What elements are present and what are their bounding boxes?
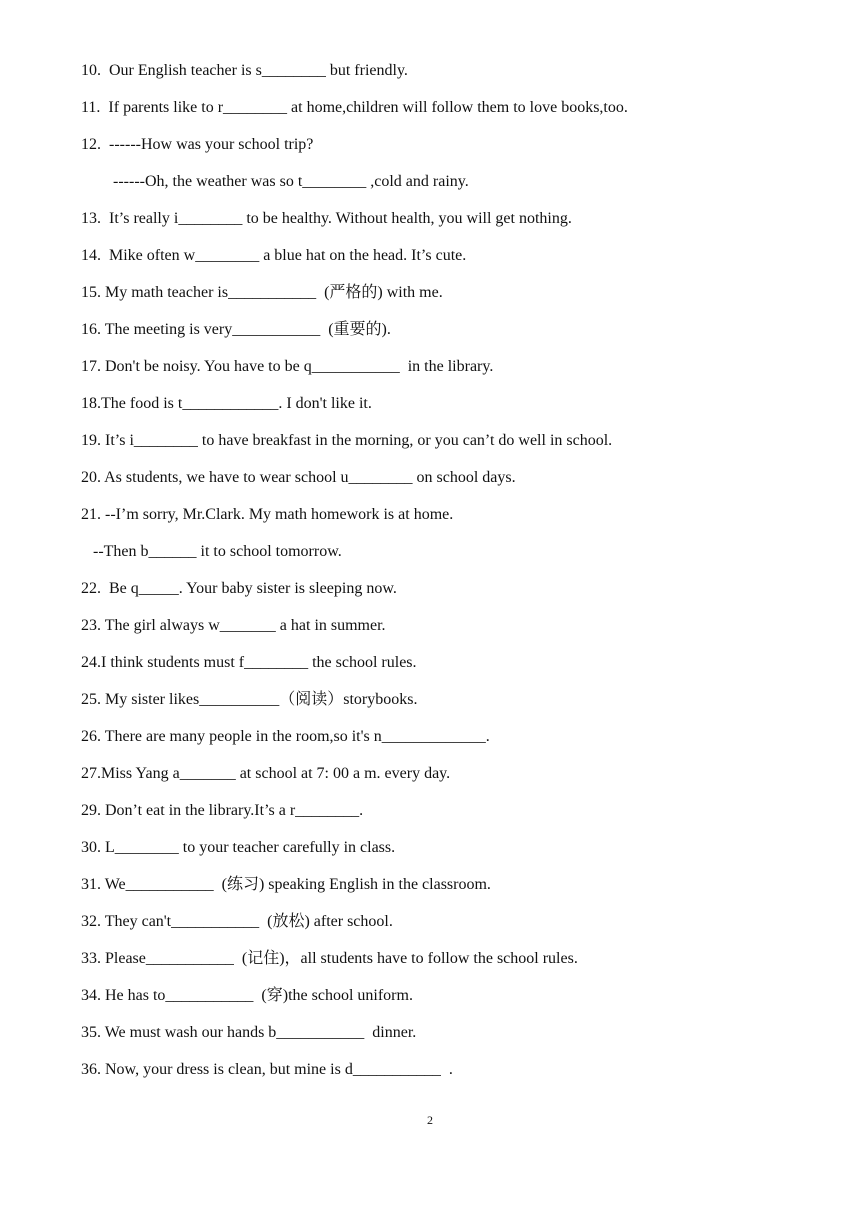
exercise-line-12-answer: ------Oh, the weather was so t________ ,cold and rainy.: [81, 173, 469, 190]
exercise-line-35: 35. We must wash our hands b___________ dinner.: [81, 1024, 417, 1041]
exercise-line-17: 17. Don't be noisy. You have to be q___________ in the library.: [81, 358, 494, 375]
exercise-line-31: 31. We___________ (练习) speaking English in the classroom.: [81, 876, 491, 893]
exercise-line-15: 15. My math teacher is___________ (严格的) with me.: [81, 284, 443, 301]
exercise-line-12-question: 12. ------How was your school trip?: [81, 136, 314, 153]
exercise-list: [81, 59, 781, 1095]
exercise-line-24: 24.I think students must f________ the school rules.: [81, 654, 417, 671]
exercise-line-22: 22. Be q_____. Your baby sister is sleeping now.: [81, 580, 397, 597]
exercise-line-11: 11. If parents like to r________ at home,children will follow them to love books,too.: [81, 99, 628, 116]
exercise-line-21-question: 21. --I’m sorry, Mr.Clark. My math homework is at home.: [81, 506, 454, 523]
exercise-line-25: 25. My sister likes__________（阅读）storybooks.: [81, 691, 418, 708]
exercise-line-27: 27.Miss Yang a_______ at school at 7: 00 a m. every day.: [81, 765, 451, 782]
exercise-line-36: 36. Now, your dress is clean, but mine is d___________ .: [81, 1061, 453, 1078]
exercise-line-19: 19. It’s i________ to have breakfast in the morning, or you can’t do well in school.: [81, 432, 613, 449]
exercise-line-16: 16. The meeting is very___________ (重要的).: [81, 321, 391, 338]
exercise-line-29: 29. Don’t eat in the library.It’s a r________.: [81, 802, 364, 819]
exercise-line-18: 18.The food is t____________. I don't like it.: [81, 395, 372, 412]
page-number: 2: [427, 1113, 433, 1127]
exercise-line-26: 26. There are many people in the room,so it's n_____________.: [81, 728, 490, 745]
exercise-line-33: 33. Please___________ (记住)，all students have to follow the school rules.: [81, 950, 578, 967]
exercise-line-10: 10. Our English teacher is s________ but friendly.: [81, 62, 408, 79]
exercise-line-34: 34. He has to___________ (穿)the school uniform.: [81, 987, 413, 1004]
exercise-line-23: 23. The girl always w_______ a hat in summer.: [81, 617, 386, 634]
exercise-line-13: 13. It’s really i________ to be healthy. Without health, you will get nothing.: [81, 210, 572, 227]
exercise-line-32: 32. They can't___________ (放松) after school.: [81, 913, 393, 930]
exercise-line-20: 20. As students, we have to wear school u________ on school days.: [81, 469, 516, 486]
exercise-line-21-answer: --Then b______ it to school tomorrow.: [81, 543, 342, 560]
exercise-line-14: 14. Mike often w________ a blue hat on the head. It’s cute.: [81, 247, 467, 264]
exercise-line-30: 30. L________ to your teacher carefully in class.: [81, 839, 396, 856]
